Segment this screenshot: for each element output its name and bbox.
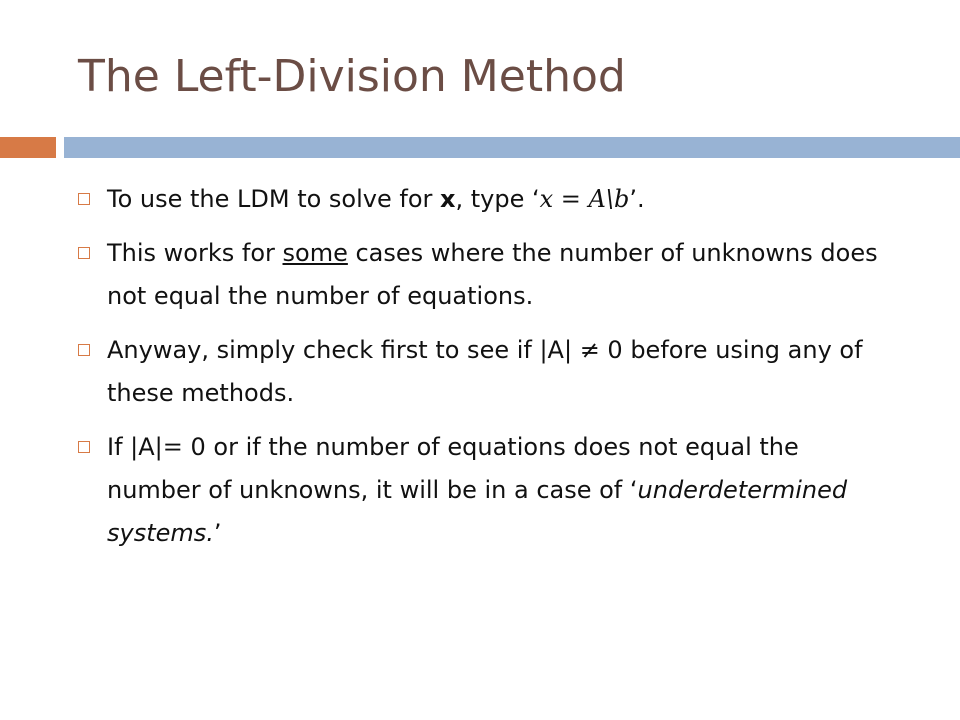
hollow-square-bullet-icon bbox=[78, 247, 90, 259]
bullet-text-segment: ’. bbox=[629, 185, 645, 213]
not-equal-symbol: ≠ bbox=[579, 336, 600, 364]
bullet-math-expression: x = A\b bbox=[539, 185, 630, 213]
bullet-text-segment: , type ‘ bbox=[455, 185, 540, 213]
bullet-bold-variable: x bbox=[440, 185, 456, 213]
bullet-item bbox=[78, 329, 900, 415]
bullet-text-segment: 0 or if the number of equations does not equal the number of unknowns, it will be in a case of ‘ bbox=[107, 433, 799, 504]
bullet-italic-term: underdetermined systems. bbox=[107, 476, 848, 547]
hollow-square-bullet-icon bbox=[78, 193, 90, 205]
bullet-text-segment: ’ bbox=[213, 519, 222, 547]
hollow-square-bullet-icon bbox=[78, 441, 90, 453]
bullet-item bbox=[78, 232, 900, 318]
hollow-square-bullet-icon bbox=[78, 344, 90, 356]
slide-title: The Left-Division Method bbox=[78, 51, 626, 102]
bullet-text-segment: To use the LDM to solve for bbox=[107, 185, 441, 213]
bullet-item bbox=[78, 178, 900, 221]
bullet-text-segment: 0 before using any of these methods. bbox=[107, 336, 863, 407]
title-rule-bar bbox=[64, 137, 960, 158]
bullet-text-segment: Anyway, simply check first to see if |A| bbox=[107, 336, 580, 364]
bullet-text-segment: cases where the number of unknowns does not equal the number of equations. bbox=[107, 239, 878, 310]
bullet-text-segment: If |A| bbox=[107, 433, 163, 461]
equals-symbol: = bbox=[162, 433, 183, 461]
bullet-list bbox=[78, 178, 900, 566]
bullet-text-segment: This works for bbox=[107, 239, 283, 267]
title-rule-accent bbox=[0, 137, 56, 158]
bullet-item bbox=[78, 426, 900, 555]
bullet-underlined-word: some bbox=[282, 239, 348, 267]
